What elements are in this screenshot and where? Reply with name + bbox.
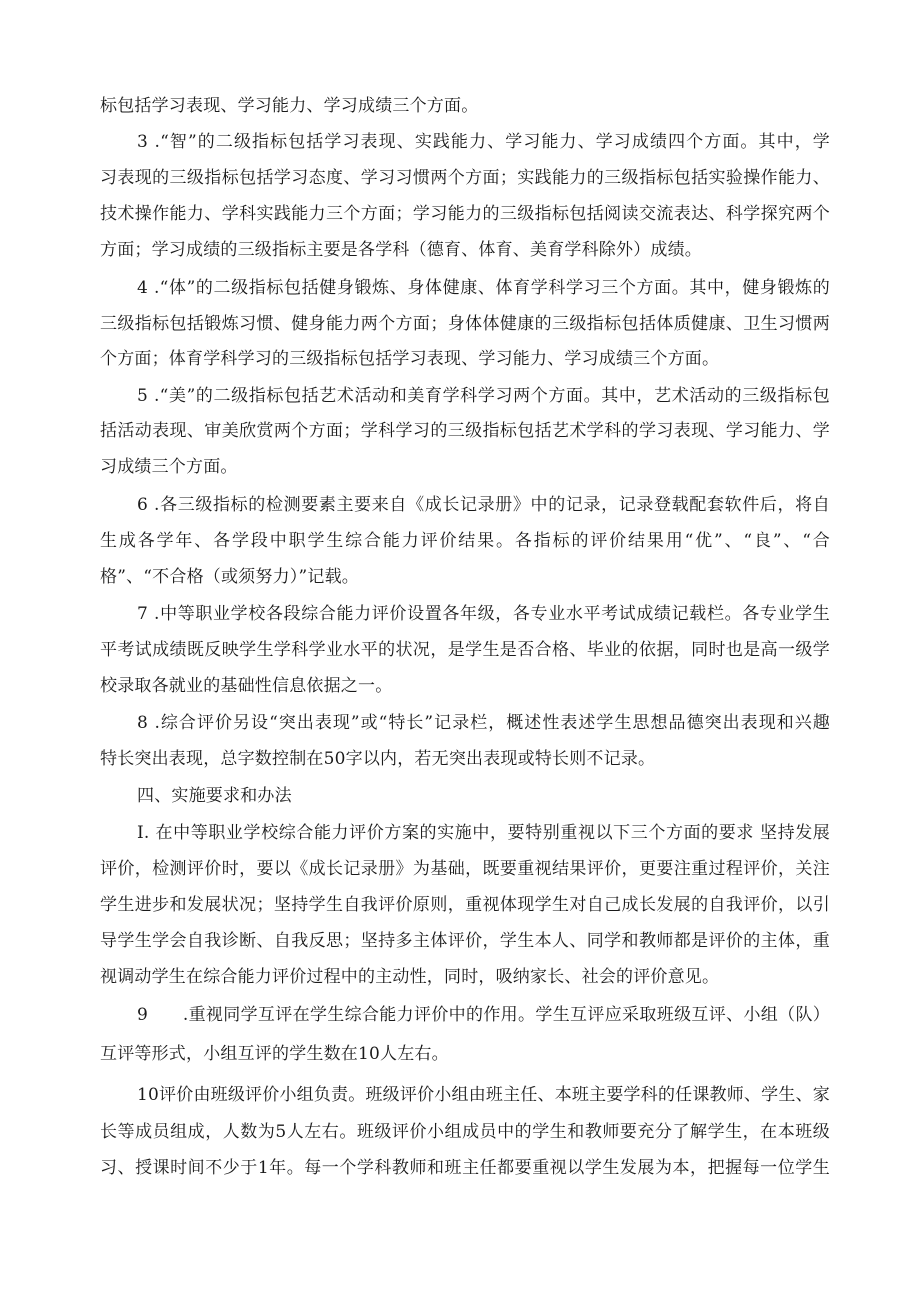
text-line: 方面；学习成绩的三级指标主要是各学科（德育、体育、美育学科除外）成绩。 (100, 240, 702, 260)
text-line: 6 .各三级指标的检测要素主要来自《成长记录册》中的记录，记录登载配套软件后，将自 (137, 495, 830, 515)
text-line: 9 .重视同学互评在学生综合能力评价中的作用。学生互评应采取班级互评、小组（队） (137, 1005, 830, 1025)
text-line: 导学生学会自我诊断、自我反思；坚持多主体评价，学生本人、同学和教师都是评价的主体，重 (100, 931, 830, 951)
text-line: 标包括学习表现、学习能力、学习成绩三个方面。 (100, 96, 479, 116)
text-line: 长等成员组成，人数为5人左右。班级评价小组成员中的学生和教师要充分了解学生，在本班级 (100, 1122, 830, 1142)
text-line: 4 .“体”的二级指标包括健身锻炼、身体健康、体育学科学习三个方面。其中，健身锻炼的 (137, 278, 830, 298)
text-line: 技术操作能力、学科实践能力三个方面；学习能力的三级指标包括阅读交流表达、科学探究两个 (100, 204, 830, 224)
text-line: 个方面；体育学科学习的三级指标包括学习表现、学习能力、学习成绩三个方面。 (100, 349, 720, 369)
text-line: 评价，检测评价时，要以《成长记录册》为基础，既要重视结果评价，更要注重过程评价，关注 (100, 859, 830, 879)
text-line: 括活动表现、审美欣赏两个方面；学科学习的三级指标包括艺术学科的学习表现、学习能力、学 (100, 421, 830, 441)
text-line: 习成绩三个方面。 (100, 457, 238, 477)
text-line: 生成各学年、各学段中职学生综合能力评价结果。各指标的评价结果用“优”、“良”、“合 (100, 531, 830, 551)
text-line: 特长突出表现，总字数控制在50字以内，若无突出表现或特长则不记录。 (100, 749, 656, 769)
text-line: 5 .“美”的二级指标包括艺术活动和美育学科学习两个方面。其中，艺术活动的三级指标包 (137, 386, 830, 406)
text-line: 视调动学生在综合能力评价过程中的主动性，同时，吸纳家长、社会的评价意见。 (100, 967, 720, 987)
text-line: 7 .中等职业学校各段综合能力评价设置各年级，各专业水平考试成绩记载栏。各专业学生 (137, 604, 830, 624)
text-line: 三级指标包括锻炼习惯、健身能力两个方面；身体体健康的三级指标包括体质健康、卫生习惯两 (100, 314, 830, 334)
text-line: 校录取各就业的基础性信息依据之一。 (100, 676, 393, 696)
section-heading: 四、实施要求和办法 (137, 786, 292, 806)
text-line: 10评价由班级评价小组负责。班级评价小组由班主任、本班主要学科的任课教师、学生、家 (137, 1085, 830, 1105)
text-line: 学生进步和发展状况；坚持学生自我评价原则，重视体现学生对自己成长发展的自我评价，以引 (100, 895, 830, 915)
text-line: 格”、“不合格（或须努力）”记载。 (100, 567, 359, 587)
text-line: 习表现的三级指标包括学习态度、学习习惯两个方面；实践能力的三级指标包括实验操作能力、 (100, 168, 830, 188)
text-line: 互评等形式，小组互评的学生数在10人左右。 (100, 1044, 449, 1064)
text-line: 8 .综合评价另设“突出表现”或“特长”记录栏，概述性表述学生思想品德突出表现和兴趣 (137, 713, 830, 733)
text-line: I. 在中等职业学校综合能力评价方案的实施中，要特别重视以下三个方面的要求 坚持发展 (137, 823, 830, 843)
text-line: 平考试成绩既反映学生学科学业水平的状况，是学生是否合格、毕业的依据，同时也是高一级学 (100, 640, 830, 660)
text-line: 3 .“智”的二级指标包括学习表现、实践能力、学习能力、学习成绩四个方面。其中，学 (137, 132, 830, 152)
text-line: 习、授课时间不少于1年。每一个学科教师和班主任都要重视以学生发展为本，把握每一位学生 (100, 1158, 830, 1178)
